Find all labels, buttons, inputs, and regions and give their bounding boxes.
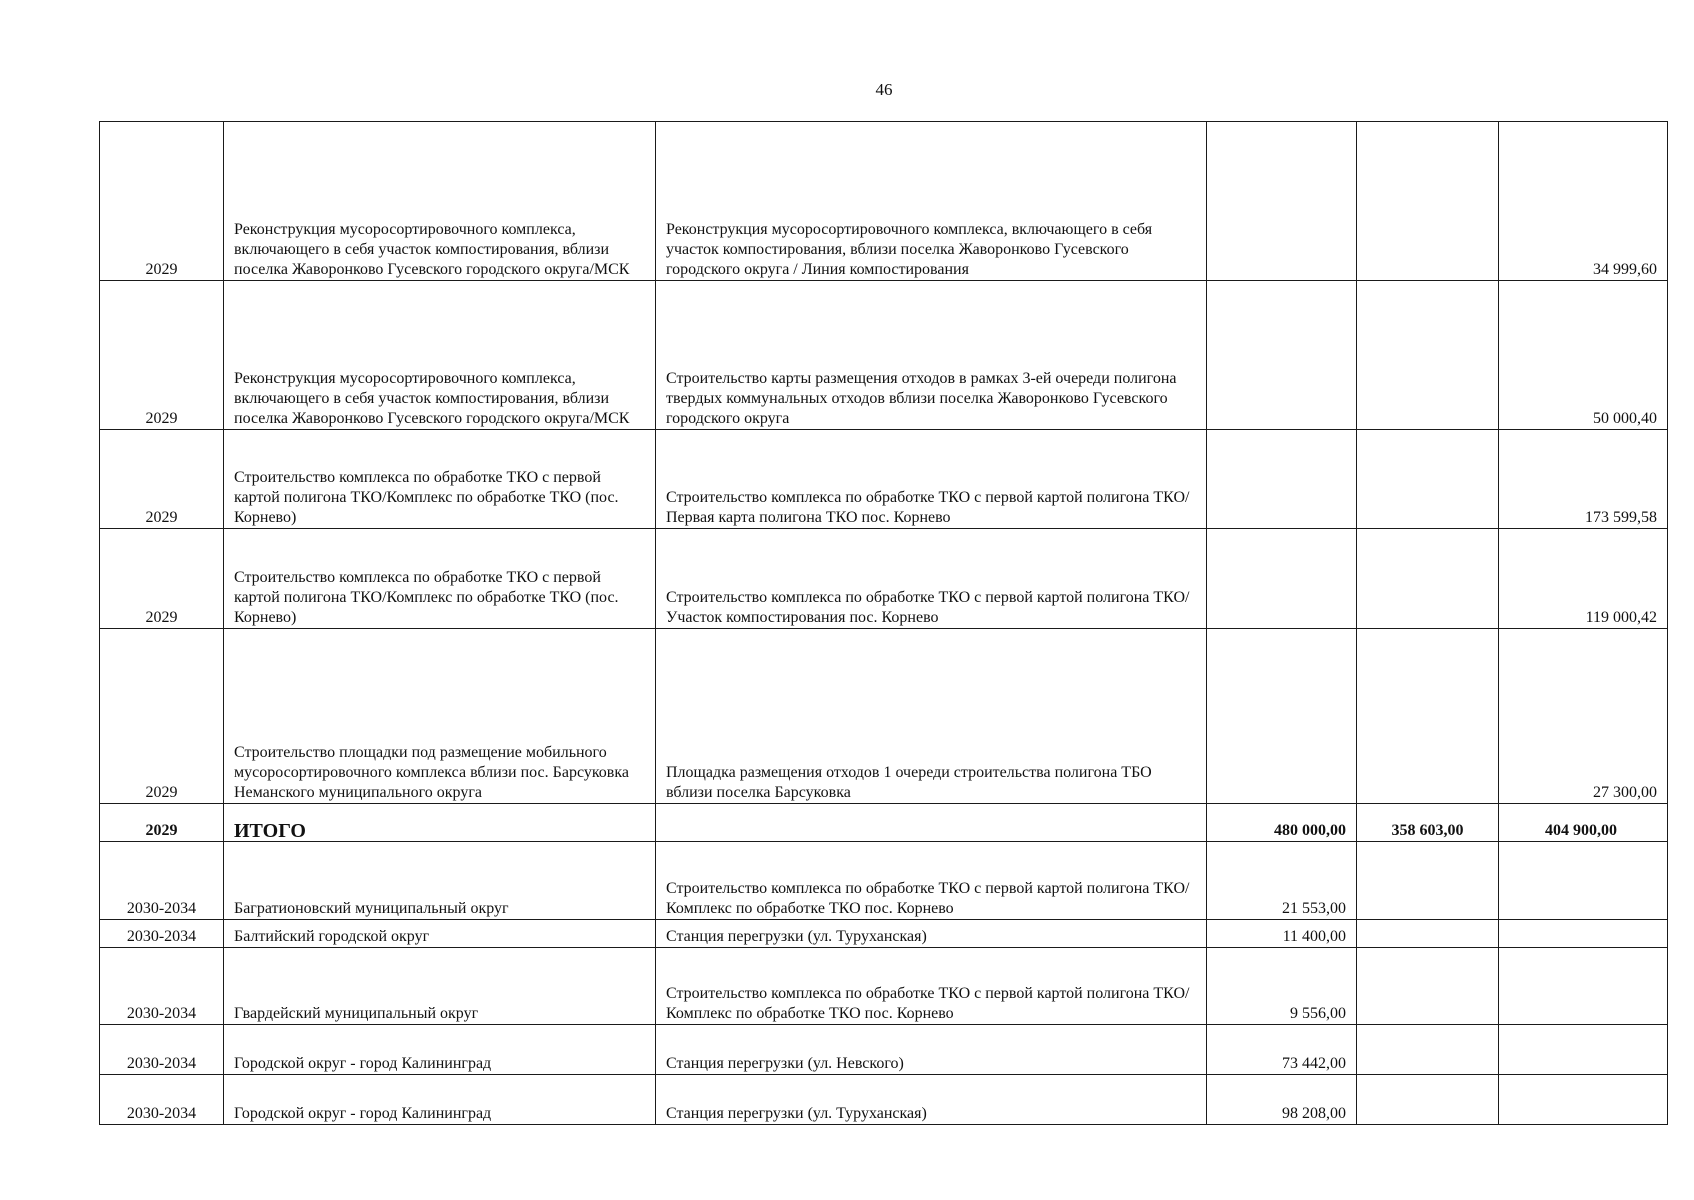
value-cell-1: 98 208,00 <box>1207 1075 1357 1125</box>
value-cell-2 <box>1357 629 1499 804</box>
description-cell: Площадка размещения отходов 1 очереди строительства полигона ТБО вблизи поселка Барсуковка <box>656 629 1207 804</box>
total-value-1: 480 000,00 <box>1207 804 1357 842</box>
value-cell-2 <box>1357 1075 1499 1125</box>
table-row <box>100 842 1668 920</box>
value-cell-1: 11 400,00 <box>1207 920 1357 948</box>
object-cell: Строительство площадки под размещение мобильного мусоросортировочного комплекса вблизи пос. Барсуковка Неманского муниципального округа <box>224 629 656 804</box>
value-cell-2 <box>1357 281 1499 430</box>
description-cell: Строительство комплекса по обработке ТКО с первой картой полигона ТКО/Комплекс по обработке ТКО пос. Корнево <box>656 948 1207 1025</box>
table-row <box>100 281 1668 430</box>
value-cell-2 <box>1357 430 1499 529</box>
description-cell: Строительство комплекса по обработке ТКО с первой картой полигона ТКО/Комплекс по обработке ТКО пос. Корнево <box>656 842 1207 920</box>
value-cell-3: 34 999,60 <box>1499 122 1668 281</box>
value-cell-3: 119 000,42 <box>1499 529 1668 629</box>
year-cell: 2030-2034 <box>100 1025 224 1075</box>
description-cell: Реконструкция мусоросортировочного комплекса, включающего в себя участок компостирования, вблизи поселка Жаворонково Гусевского городского округа / Линия компостирования <box>656 122 1207 281</box>
value-cell-2 <box>1357 529 1499 629</box>
value-cell-3: 173 599,58 <box>1499 430 1668 529</box>
description-cell: Строительство комплекса по обработке ТКО с первой картой полигона ТКО/Участок компостирования пос. Корнево <box>656 529 1207 629</box>
value-cell-1 <box>1207 122 1357 281</box>
total-label: ИТОГО <box>224 804 656 842</box>
description-cell: Станция перегрузки (ул. Невского) <box>656 1025 1207 1075</box>
year-cell: 2030-2034 <box>100 948 224 1025</box>
object-cell: Реконструкция мусоросортировочного комплекса, включающего в себя участок компостирования, вблизи поселка Жаворонково Гусевского городского округа/МСК <box>224 122 656 281</box>
total-description-cell <box>656 804 1207 842</box>
year-cell: 2029 <box>100 629 224 804</box>
year-cell: 2030-2034 <box>100 920 224 948</box>
object-cell: Строительство комплекса по обработке ТКО с первой картой полигона ТКО/Комплекс по обработке ТКО (пос. Корнево) <box>224 430 656 529</box>
object-cell: Гвардейский муниципальный округ <box>224 948 656 1025</box>
value-cell-3 <box>1499 1075 1668 1125</box>
year-cell: 2029 <box>100 122 224 281</box>
table-row <box>100 1075 1668 1125</box>
table-row <box>100 1025 1668 1075</box>
value-cell-2 <box>1357 948 1499 1025</box>
value-cell-3 <box>1499 948 1668 1025</box>
value-cell-1 <box>1207 430 1357 529</box>
value-cell-1 <box>1207 629 1357 804</box>
year-cell: 2029 <box>100 430 224 529</box>
investment-table <box>99 121 1668 1125</box>
table-row <box>100 948 1668 1025</box>
year-cell: 2030-2034 <box>100 842 224 920</box>
object-cell: Балтийский городской округ <box>224 920 656 948</box>
object-cell: Городской округ - город Калининград <box>224 1075 656 1125</box>
value-cell-1: 73 442,00 <box>1207 1025 1357 1075</box>
object-cell: Строительство комплекса по обработке ТКО с первой картой полигона ТКО/Комплекс по обработке ТКО (пос. Корнево) <box>224 529 656 629</box>
value-cell-1: 9 556,00 <box>1207 948 1357 1025</box>
table-row <box>100 430 1668 529</box>
description-cell: Строительство комплекса по обработке ТКО с первой картой полигона ТКО/Первая карта полигона ТКО пос. Корнево <box>656 430 1207 529</box>
value-cell-1 <box>1207 529 1357 629</box>
year-cell: 2030-2034 <box>100 1075 224 1125</box>
page-number: 46 <box>875 80 893 99</box>
table-row <box>100 122 1668 281</box>
value-cell-3: 50 000,40 <box>1499 281 1668 430</box>
object-cell: Городской округ - город Калининград <box>224 1025 656 1075</box>
value-cell-2 <box>1357 920 1499 948</box>
value-cell-3 <box>1499 1025 1668 1075</box>
value-cell-3 <box>1499 842 1668 920</box>
object-cell: Багратионовский муниципальный округ <box>224 842 656 920</box>
value-cell-3: 27 300,00 <box>1499 629 1668 804</box>
table-row <box>100 920 1668 948</box>
year-cell: 2029 <box>100 281 224 430</box>
value-cell-1 <box>1207 281 1357 430</box>
value-cell-3 <box>1499 920 1668 948</box>
total-row <box>100 804 1668 842</box>
table-row <box>100 629 1668 804</box>
year-cell: 2029 <box>100 529 224 629</box>
value-cell-2 <box>1357 1025 1499 1075</box>
description-cell: Строительство карты размещения отходов в рамках 3-ей очереди полигона твердых коммунальных отходов вблизи поселка Жаворонково Гусевского городского округа <box>656 281 1207 430</box>
total-value-3: 404 900,00 <box>1499 804 1668 842</box>
total-year-cell: 2029 <box>100 804 224 842</box>
value-cell-2 <box>1357 842 1499 920</box>
table-row <box>100 529 1668 629</box>
description-cell: Станция перегрузки (ул. Туруханская) <box>656 1075 1207 1125</box>
value-cell-2 <box>1357 122 1499 281</box>
object-cell: Реконструкция мусоросортировочного комплекса, включающего в себя участок компостирования, вблизи поселка Жаворонково Гусевского городского округа/МСК <box>224 281 656 430</box>
value-cell-1: 21 553,00 <box>1207 842 1357 920</box>
total-value-2: 358 603,00 <box>1357 804 1499 842</box>
description-cell: Станция перегрузки (ул. Туруханская) <box>656 920 1207 948</box>
